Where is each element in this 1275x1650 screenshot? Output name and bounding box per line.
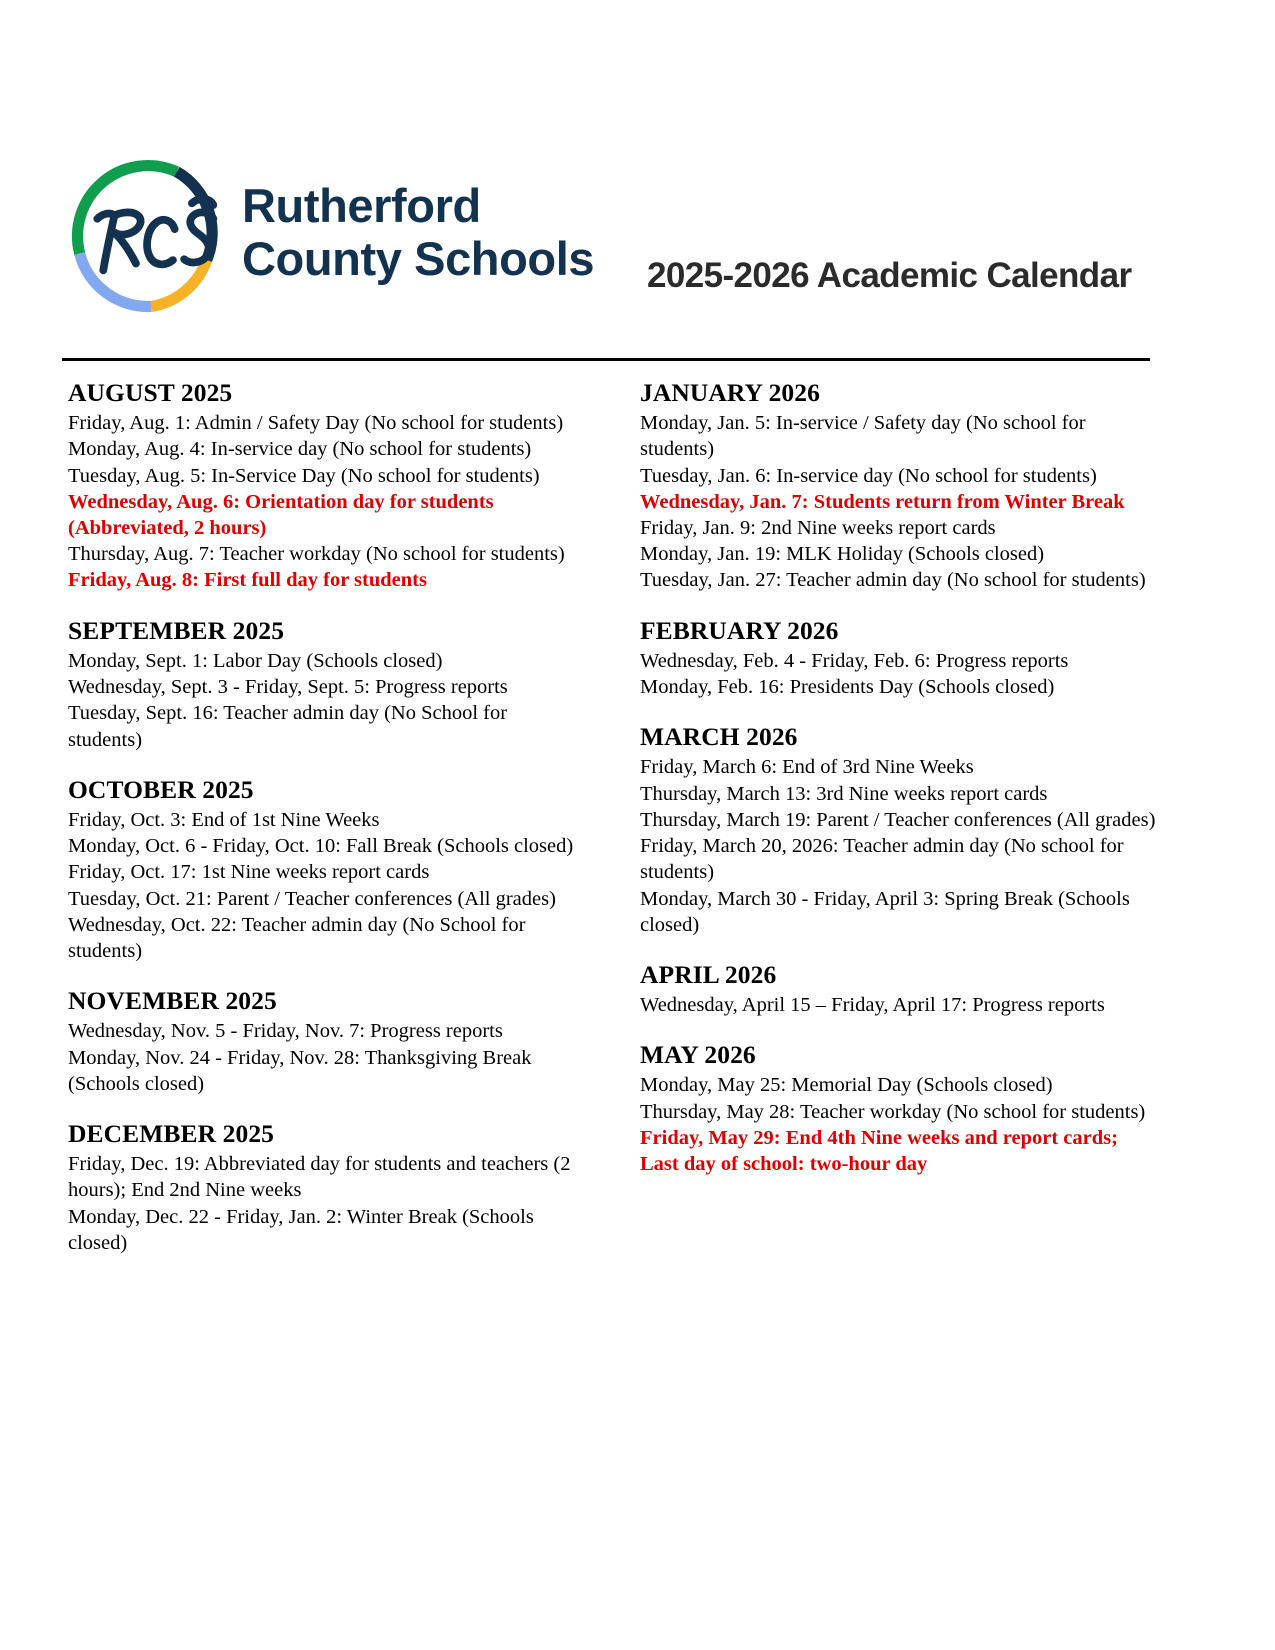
calendar-event: Monday, Nov. 24 - Friday, Nov. 28: Thanksgiving Break (Schools closed) bbox=[68, 1046, 532, 1095]
calendar-event: Monday, Jan. 19: MLK Holiday (Schools closed) bbox=[640, 543, 1045, 566]
calendar-event: Monday, Oct. 6 - Friday, Oct. 10: Fall Break (Schools closed) bbox=[68, 835, 574, 858]
month-title: JANUARY 2026 bbox=[640, 378, 820, 407]
calendar-event: Monday, Aug. 4: In-service day (No school for students) bbox=[68, 438, 532, 461]
calendar-event: Thursday, March 13: 3rd Nine weeks report cards bbox=[640, 782, 1048, 805]
month-block bbox=[68, 378, 580, 594]
calendar-event: Tuesday, Jan. 27: Teacher admin day (No school for students) bbox=[640, 569, 1146, 592]
right-column bbox=[640, 378, 1160, 1177]
calendar-event: Tuesday, Sept. 16: Teacher admin day (No School for students) bbox=[68, 702, 508, 751]
calendar-event: Tuesday, Oct. 21: Parent / Teacher conferences (All grades) bbox=[68, 887, 556, 910]
month-block bbox=[640, 378, 1160, 594]
brand-name-line1: Rutherford bbox=[242, 179, 481, 233]
calendar-event: Friday, Oct. 3: End of 1st Nine Weeks bbox=[68, 808, 380, 831]
month-title: AUGUST 2025 bbox=[68, 378, 233, 407]
month-title: SEPTEMBER 2025 bbox=[68, 615, 285, 645]
month-block bbox=[640, 616, 1160, 701]
calendar-event: Wednesday, Oct. 22: Teacher admin day (No School for students) bbox=[68, 913, 526, 962]
calendar-event-highlighted: Wednesday, Jan. 7: Students return from Winter Break bbox=[640, 490, 1125, 513]
calendar-event: Monday, Dec. 22 - Friday, Jan. 2: Winter Break (Schools closed) bbox=[68, 1205, 534, 1254]
calendar-event: Friday, Aug. 1: Admin / Safety Day (No school for students) bbox=[68, 412, 564, 435]
calendar-event: Friday, Oct. 17: 1st Nine weeks report cards bbox=[68, 861, 430, 884]
calendar-event: Friday, Dec. 19: Abbreviated day for students and teachers (2 hours); End 2nd Nine weeks bbox=[68, 1153, 571, 1202]
month-block bbox=[640, 1040, 1160, 1177]
page-header bbox=[62, 150, 1150, 340]
calendar-event-highlighted: Wednesday, Aug. 6: Orientation day for students (Abbreviated, 2 hours) bbox=[68, 490, 494, 540]
calendar-event: Thursday, May 28: Teacher workday (No school for students) bbox=[640, 1100, 1146, 1123]
calendar-event: Wednesday, April 15 – Friday, April 17: Progress reports bbox=[640, 994, 1105, 1017]
calendar-event: Tuesday, Aug. 5: In-Service Day (No school for students) bbox=[68, 464, 540, 487]
calendar-event: Monday, Sept. 1: Labor Day (Schools closed) bbox=[68, 649, 443, 672]
brand-name-line2: County Schools bbox=[242, 232, 595, 285]
page-title: 2025-2026 Academic Calendar bbox=[647, 256, 1132, 295]
month-block bbox=[640, 722, 1160, 938]
month-block bbox=[68, 775, 580, 964]
month-title: FEBRUARY 2026 bbox=[640, 615, 839, 645]
calendar-event-highlighted: Friday, Aug. 8: First full day for students bbox=[68, 569, 427, 592]
month-block bbox=[68, 1119, 580, 1256]
left-column bbox=[68, 378, 580, 1256]
month-title: NOVEMBER 2025 bbox=[68, 986, 277, 1016]
brand-lockup bbox=[62, 150, 594, 322]
month-title: DECEMBER 2025 bbox=[68, 1119, 275, 1148]
calendar-event: Monday, March 30 - Friday, April 3: Spring Break (Schools closed) bbox=[640, 887, 1130, 936]
calendar-event: Thursday, March 19: Parent / Teacher conferences (All grades) bbox=[640, 808, 1156, 831]
calendar-event: Thursday, Aug. 7: Teacher workday (No school for students) bbox=[68, 543, 565, 566]
calendar-event: Friday, March 20, 2026: Teacher admin day (No school for students) bbox=[640, 835, 1124, 884]
month-title: APRIL 2026 bbox=[640, 959, 777, 989]
month-title: OCTOBER 2025 bbox=[68, 774, 254, 804]
month-block bbox=[640, 960, 1160, 1018]
calendar-event-highlighted: Friday, May 29: End 4th Nine weeks and report cards; Last day of school: two-hour day bbox=[640, 1126, 1118, 1176]
calendar-event: Tuesday, Jan. 6: In-service day (No school for students) bbox=[640, 464, 1097, 487]
calendar-event: Friday, Jan. 9: 2nd Nine weeks report cards bbox=[640, 517, 996, 540]
calendar-event: Wednesday, Nov. 5 - Friday, Nov. 7: Progress reports bbox=[68, 1020, 503, 1043]
calendar-event: Monday, Jan. 5: In-service / Safety day (No school for students) bbox=[640, 412, 1086, 461]
calendar-event: Wednesday, Sept. 3 - Friday, Sept. 5: Progress reports bbox=[68, 676, 508, 699]
rcs-ring-logo-icon bbox=[62, 150, 234, 322]
calendar-event: Monday, Feb. 16: Presidents Day (Schools closed) bbox=[640, 676, 1055, 699]
brand-wordmark bbox=[242, 180, 594, 291]
month-title: MARCH 2026 bbox=[640, 722, 798, 752]
calendar-event: Wednesday, Feb. 4 - Friday, Feb. 6: Progress reports bbox=[640, 649, 1069, 672]
month-block bbox=[68, 616, 580, 753]
calendar-event: Friday, March 6: End of 3rd Nine Weeks bbox=[640, 756, 974, 779]
month-title: MAY 2026 bbox=[640, 1040, 756, 1070]
calendar-event: Monday, May 25: Memorial Day (Schools closed) bbox=[640, 1074, 1053, 1097]
header-divider bbox=[62, 358, 1150, 361]
month-block bbox=[68, 986, 580, 1097]
